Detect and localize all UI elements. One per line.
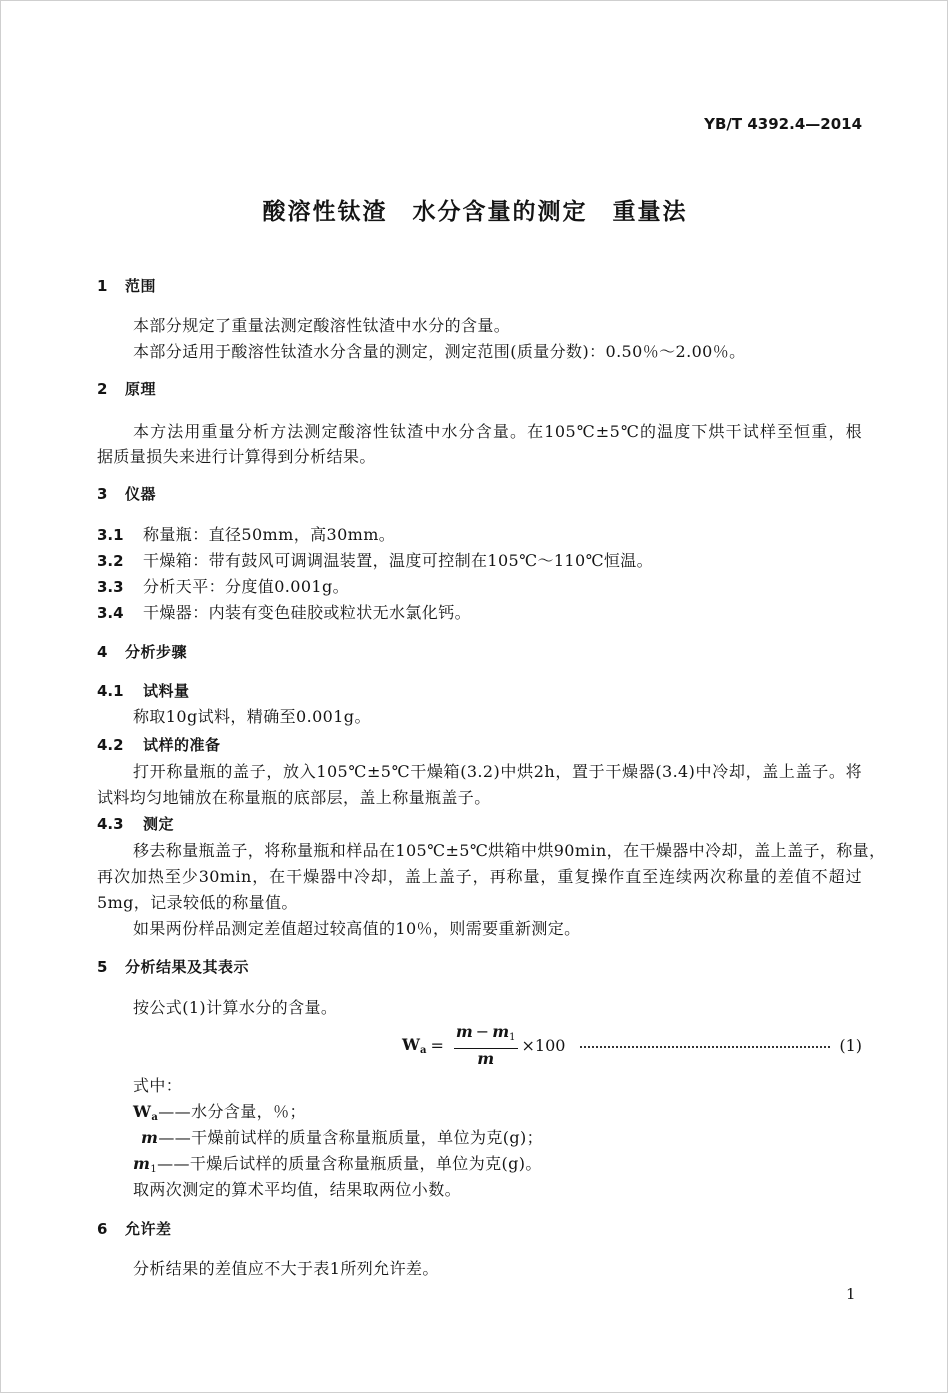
- section-3-number: 3: [97, 485, 108, 503]
- formula-numerator: [454, 1023, 518, 1049]
- section-4-heading: 分析步骤: [125, 643, 188, 661]
- formula-num-m: m: [455, 1021, 473, 1041]
- section-6-number: 6: [97, 1220, 108, 1238]
- clause-3-1-number: 3.1: [97, 526, 124, 544]
- section-6-heading: 允许差: [125, 1220, 172, 1238]
- section-5-intro: 按公式(1)计算水分的含量。: [133, 998, 338, 1017]
- formula-equals: =: [430, 1035, 444, 1055]
- formula-num-m1-subscript: 1: [509, 1031, 516, 1043]
- clause-3-4-text: 干燥器：内装有变色硅胶或粒状无水氯化钙。: [143, 603, 472, 622]
- clause-4-2-number: 4.2: [97, 736, 124, 754]
- document-title: 酸溶性钛渣 水分含量的测定 重量法: [262, 199, 688, 225]
- section-2-line-2: 据质量损失来进行计算得到分析结果。: [97, 447, 376, 466]
- clause-4-1-line-1: 称取10g试料，精确至0.001g。: [133, 707, 371, 726]
- definition-m: [141, 1128, 543, 1148]
- section-2-heading: 原理: [125, 380, 157, 398]
- clause-4-3-line-4: 如果两份样品测定差值超过较高值的10％，则需要重新测定。: [133, 919, 581, 938]
- formula-times-100: ×100: [521, 1035, 566, 1055]
- clause-4-3-line-1: 移去称量瓶盖子，将称量瓶和样品在105℃±5℃烘箱中烘90min，在干燥器中冷却，盖上盖子，称量，: [133, 841, 886, 860]
- section-4-number: 4: [97, 643, 108, 661]
- section-5-note: 取两次测定的算术平均值，结果取两位小数。: [133, 1180, 462, 1199]
- formula-fraction: [454, 1023, 518, 1068]
- clause-4-3-line-2: 再次加热至少30min，在干燥器中冷却，盖上盖子，再称量，重复操作直至连续两次称量的差值不超过: [97, 867, 862, 886]
- definition-wa-subscript: a: [151, 1112, 159, 1123]
- clause-4-1-heading: 试料量: [143, 682, 190, 700]
- section-1-line-1: 本部分规定了重量法测定酸溶性钛渣中水分的含量。: [133, 316, 511, 335]
- clause-4-3-line-3: 5mg，记录较低的称量值。: [97, 893, 298, 912]
- definition-wa-symbol: W: [133, 1102, 152, 1121]
- definition-m-text: ——干燥前试样的质量含称量瓶质量，单位为克(g)；: [158, 1128, 544, 1147]
- definition-wa: [133, 1102, 306, 1128]
- clause-3-3-text: 分析天平：分度值0.001g。: [143, 577, 350, 596]
- clause-4-3-heading: 测定: [143, 815, 175, 833]
- clause-4-3-number: 4.3: [97, 815, 124, 833]
- formula-1: [402, 1021, 566, 1068]
- clause-4-2-heading: 试样的准备: [143, 736, 221, 754]
- section-6-line-1: 分析结果的差值应不大于表1所列允许差。: [133, 1259, 439, 1278]
- section-1-number: 1: [97, 277, 108, 295]
- clause-3-1-text: 称量瓶：直径50mm，高30mm。: [143, 525, 396, 544]
- formula-leader-dots: [580, 1046, 830, 1048]
- formula-num-m1: m: [492, 1021, 510, 1041]
- formula-denominator: m: [477, 1048, 495, 1068]
- definition-m1-subscript: 1: [150, 1164, 158, 1175]
- where-label: 式中：: [133, 1076, 183, 1095]
- clause-4-1-number: 4.1: [97, 682, 124, 700]
- definition-m1-symbol: m: [133, 1154, 151, 1173]
- clause-4-2-line-1: 打开称量瓶的盖子，放入105℃±5℃干燥箱(3.2)中烘2h，置于干燥器(3.4)中冷却，盖上盖子。将: [133, 762, 862, 781]
- definition-m1: [133, 1154, 542, 1180]
- formula-lhs-symbol: W: [402, 1034, 420, 1054]
- page-number: 1: [846, 1285, 856, 1303]
- formula-lhs-subscript: a: [419, 1044, 427, 1056]
- formula-equation-number: (1): [839, 1036, 862, 1055]
- formula-lhs: [402, 1035, 426, 1056]
- definition-m-symbol: m: [141, 1128, 159, 1147]
- section-5-number: 5: [97, 958, 108, 976]
- section-3-heading: 仪器: [125, 485, 157, 503]
- definition-m1-text: ——干燥后试样的质量含称量瓶质量，单位为克(g)。: [157, 1154, 542, 1173]
- definition-wa-text: ——水分含量，％；: [158, 1102, 306, 1121]
- section-1-heading: 范围: [125, 277, 157, 295]
- clause-3-2-number: 3.2: [97, 552, 124, 570]
- clause-4-2-line-2: 试料均匀地铺放在称量瓶的底部层，盖上称量瓶盖子。: [97, 788, 491, 807]
- formula-minus: −: [475, 1021, 490, 1041]
- clause-3-3-number: 3.3: [97, 578, 124, 596]
- section-1-line-2: 本部分适用于酸溶性钛渣水分含量的测定，测定范围(质量分数)：0.50％～2.00％。: [133, 342, 746, 361]
- standard-code: YB/T 4392.4—2014: [704, 115, 862, 133]
- section-2-line-1: 本方法用重量分析方法测定酸溶性钛渣中水分含量。在105℃±5℃的温度下烘干试样至恒重，根: [133, 422, 862, 441]
- clause-3-2-text: 干燥箱：带有鼓风可调调温装置，温度可控制在105℃～110℃恒温。: [143, 551, 654, 570]
- clause-3-4-number: 3.4: [97, 604, 124, 622]
- section-2-number: 2: [97, 380, 108, 398]
- section-5-heading: 分析结果及其表示: [125, 958, 250, 976]
